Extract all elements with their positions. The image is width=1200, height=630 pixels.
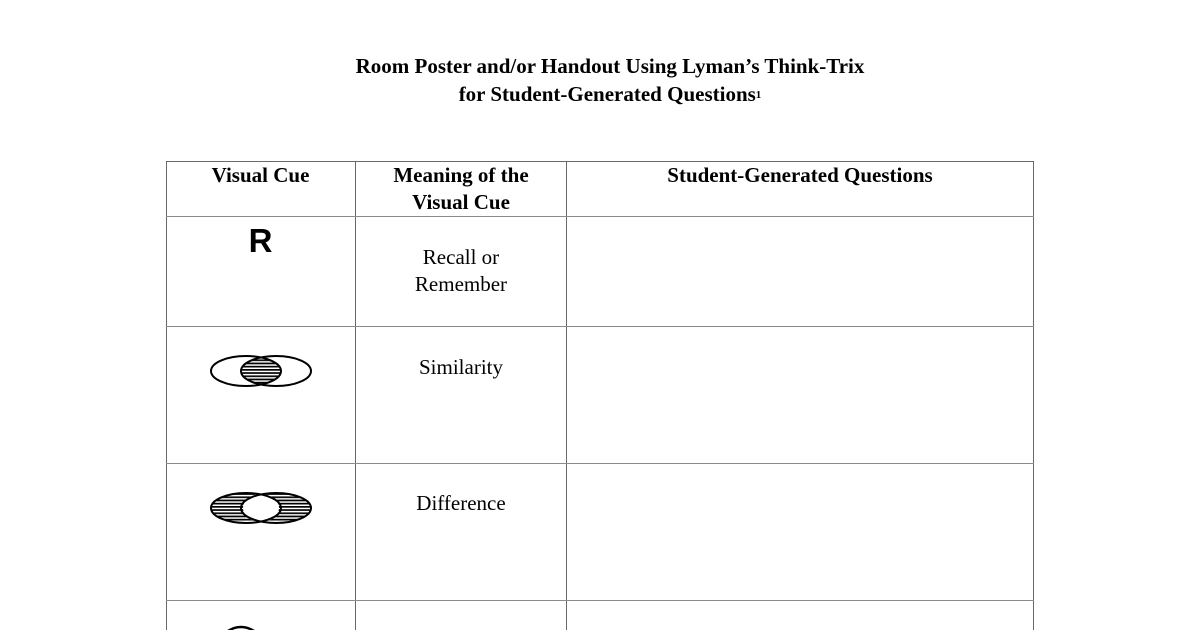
- header-meaning: [356, 162, 566, 216]
- questions-cell-difference[interactable]: [567, 464, 1033, 600]
- footnote-marker: 1: [755, 89, 762, 101]
- column-divider-1: [355, 161, 356, 630]
- document-title-line1: Room Poster and/or Handout Using Lyman’s Think-Trix: [355, 54, 865, 78]
- questions-cell-similarity[interactable]: [567, 327, 1033, 463]
- header-meaning-line2: Visual Cue: [412, 190, 510, 214]
- title-line2-text: for Student-Generated Questions: [458, 82, 756, 106]
- header-student-questions: Student-Generated Questions: [667, 163, 933, 187]
- venn-similarity-icon: [209, 353, 313, 389]
- venn-difference-icon: [209, 490, 313, 526]
- header-visual-cue: Visual Cue: [211, 163, 310, 187]
- questions-cell-recall[interactable]: [567, 217, 1033, 326]
- meaning-similarity: Similarity: [419, 355, 503, 379]
- header-meaning-line1: Meaning of the: [393, 163, 529, 187]
- meaning-recall-line1: Recall or: [422, 245, 500, 269]
- meaning-difference: Difference: [416, 491, 506, 515]
- table-border-right: [1033, 161, 1034, 630]
- document-title-line2: [0, 80, 1200, 112]
- meaning-recall-line2: Remember: [414, 272, 508, 296]
- letter-r-icon: R: [248, 222, 273, 259]
- partial-cue-icon: [226, 625, 256, 630]
- row-divider-3: [166, 600, 1034, 601]
- think-trix-table: [166, 161, 1034, 630]
- meaning-recall: [356, 244, 566, 298]
